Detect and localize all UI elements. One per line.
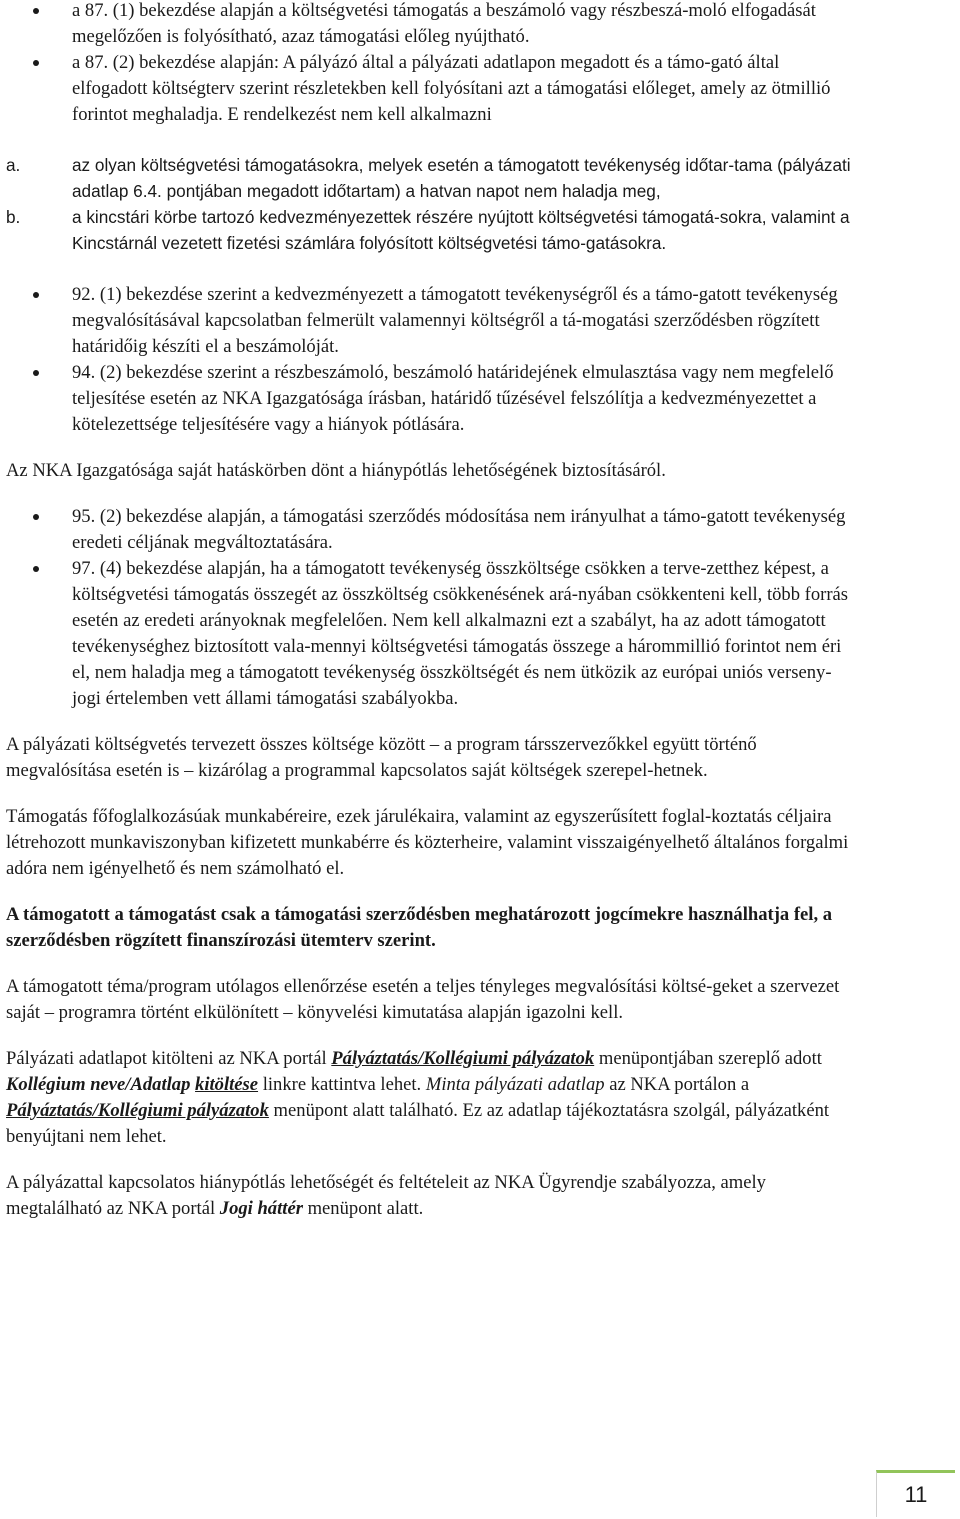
portal-link-applications-2[interactable]: Pályáztatás/Kollégiumi pályázatok xyxy=(6,1100,269,1121)
list-item-text: az olyan költségvetési támogatásokra, melyek esetén a támogatott tevékenység időtar-tama (pályázati adatlap 6.4. pontjában megadott időtartam) a hatvan napot nem haladja meg, xyxy=(72,155,851,201)
list-item: 94. (2) bekezdése szerint a részbeszámoló, beszámoló határidejének elmulasztása vagy nem megfelelő teljesítése esetén az NKA Igazgatósága írásban, határidő tűzésével felszólítja a kedvezményezettet a kötelezettsége teljesítésére vagy a hiányok pótlására. xyxy=(6,360,858,438)
list-item: 92. (1) bekezdése szerint a kedvezményezett a támogatott tevékenységről és a támo-gatott tevékenység megvalósításával kapcsolatban felmerült valamennyi költségről a tá-mogatási szerződésben rögzített határidőig készíti el a beszámolóját. xyxy=(6,282,858,360)
list-item: a 87. (1) bekezdése alapján a költségvetési támogatás a beszámoló vagy részbeszá-moló elfogadását megelőzően is folyósítható, azaz támogatási előleg nyújtható. xyxy=(6,0,858,50)
list-item-text: a kincstári körbe tartozó kedvezményezettek részére nyújtott költségvetési támogatá-sokra, valamint a Kincstárnál vezetett fizetési számlára folyósított költségvetési támo-gatásokra. xyxy=(72,207,850,253)
paragraph-portal-form: Pályázati adatlapot kitölteni az NKA portál Pályáztatás/Kollégiumi pályázatok menüpontjában szereplő adott Kollégium neve/Adatlap kitöltése linkre kattintva lehet. Minta pályázati adatlap az NKA portálon a Pályáztatás/Kollégiumi pályázatok menüpont alatt található. Ez az adatlap tájékoztatásra szolgál, pályázatként benyújtani nem lehet. xyxy=(6,1048,830,1147)
bullet-list-advance xyxy=(6,0,858,128)
paragraph-nka-decision: Az NKA Igazgatósága saját hatáskörben dönt a hiánypótlás lehetőségének biztosításáról. xyxy=(6,460,666,481)
paragraph-rules: A pályázattal kapcsolatos hiánypótlás lehetőségét és feltételeit az NKA Ügyrendje szabályozza, amely megtalálható az NKA portál Jogi háttér menüpont alatt. xyxy=(6,1172,766,1219)
page-number: 11 xyxy=(876,1470,955,1517)
list-item xyxy=(6,204,858,256)
bullet-list-modifications xyxy=(6,504,858,712)
paragraph-audit: A támogatott téma/program utólagos ellenőrzése esetén a teljes tényleges megvalósítási költsé-geket a szervezet saját – programra történt elkülönített – könyvelési kimutatása alapján igazolni kell. xyxy=(6,976,840,1023)
form-link-label: Kollégium neve/Adatlap xyxy=(6,1074,196,1095)
list-marker: a. xyxy=(6,155,21,175)
list-item: 97. (4) bekezdése alapján, ha a támogatott tevékenység összköltsége csökken a terve-zetthez képest, a költségvetési támogatás összegét az összköltség csökkenésének ará-nyában csökkenteni kell, több forrás esetén az eredeti arányoknak megfelelően. Nem kell alkalmazni ezt a szabályt, ha az adott támogatott tevékenységhez biztosított vala-mennyi költségvetési támogatás összege a hárommillió forintot nem éri el, nem haladja meg a támogatott tevékenység összköltségét és nem ütközik az európai uniós verseny-jogi értelemben vett állami támogatási szabályokba. xyxy=(6,556,858,712)
document-page xyxy=(6,0,858,1222)
portal-link-applications[interactable]: Pályáztatás/Kollégiumi pályázatok xyxy=(331,1048,595,1069)
list-item xyxy=(6,152,858,204)
paragraph-support-exclusions: Támogatás főfoglalkozásúak munkabéreire, ezek járulékaira, valamint az egyszerűsített foglal-koztatás céljaira létrehozott munkaviszonyban kifizetett munkabérre és közterheire, valamint visszaigényelhető általános forgalmi adóra nem igényelhető és nem számolható el. xyxy=(6,806,849,879)
legal-background-link[interactable]: Jogi háttér xyxy=(219,1198,303,1219)
list-item: 95. (2) bekezdése alapján, a támogatási szerződés módosítása nem irányulhat a támo-gatott tevékenység eredeti céljának megváltoztatására. xyxy=(6,504,858,556)
list-marker: b. xyxy=(6,207,21,227)
form-fill-link[interactable]: kitöltése xyxy=(195,1074,259,1095)
list-item: a 87. (2) bekezdése alapján: A pályázó által a pályázati adatlapon megadott és a támo-gató által elfogadott költségterv szerint részletekben kell folyósítani azt a támogatási előleget, amely az ötmillió forintot meghaladja. E rendelkezést nem kell alkalmazni xyxy=(6,50,858,128)
bullet-list-reports xyxy=(6,282,858,438)
sample-form-label: Minta pályázati adatlap xyxy=(425,1074,605,1095)
paragraph-usage-rule: A támogatott a támogatást csak a támogatási szerződésben meghatározott jogcímekre használhatja fel, a szerződésben rögzített finanszírozási ütemterv szerint. xyxy=(6,904,833,951)
paragraph-budget-costs: A pályázati költségvetés tervezett összes költsége között – a program társszervezőkkel együtt történő megvalósítása esetén is – kizárólag a programmal kapcsolatos saját költségek szerepel-hetnek. xyxy=(6,734,757,781)
sub-list-exceptions xyxy=(6,152,858,256)
